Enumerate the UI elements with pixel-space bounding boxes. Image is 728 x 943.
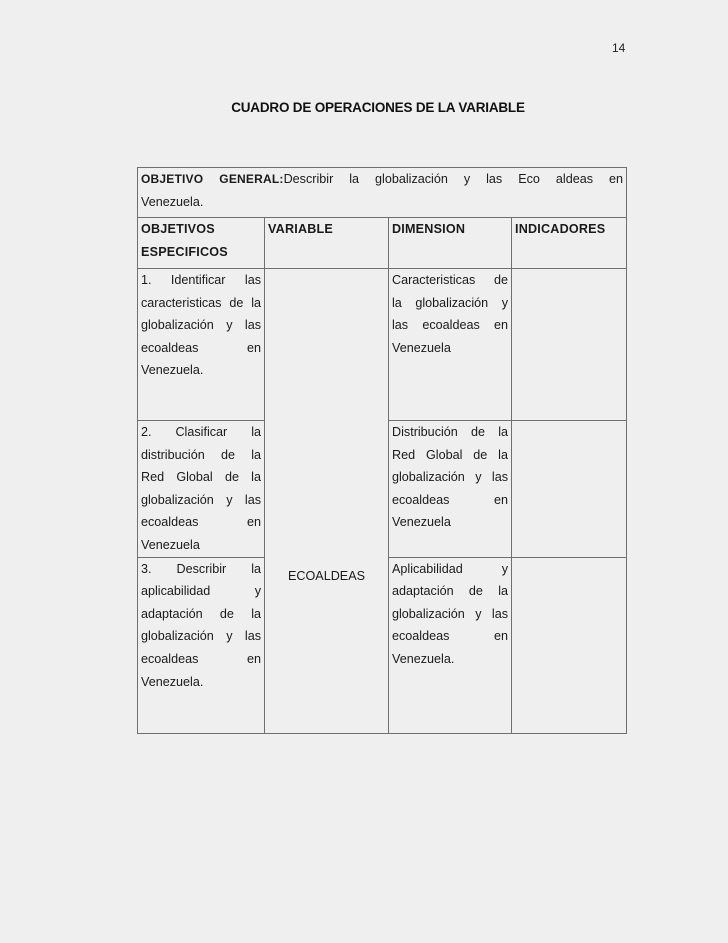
indicadores-cell (512, 421, 627, 558)
objetivo-line: ecoaldeas en (141, 340, 261, 355)
objetivo-line: 2. Clasificar la (141, 425, 261, 439)
general-objective-label: OBJETIVO GENERAL: (141, 172, 284, 186)
operations-table (137, 167, 627, 734)
general-objective-text: Describir la globalización y las Eco aldeas en (283, 172, 624, 186)
dimension-line: ecoaldeas en (392, 629, 508, 644)
objetivo-line: Venezuela. (141, 674, 204, 689)
objetivo-line: Venezuela (141, 537, 200, 552)
objetivo-line: Red Global de la (141, 470, 261, 485)
objetivo-cell (138, 421, 265, 558)
header-indicadores: INDICADORES (512, 218, 627, 269)
objetivo-line: ecoaldeas en (141, 515, 261, 530)
dimension-cell (389, 557, 512, 733)
objetivo-line: 3. Describir la (141, 561, 261, 576)
objetivo-line: globalización y las (141, 492, 261, 507)
objetivo-cell (138, 269, 265, 421)
general-objective-text-cont: Venezuela. (141, 194, 204, 209)
variable-value: ECOALDEAS (288, 569, 365, 584)
table-row (138, 269, 627, 421)
dimension-line: Venezuela (392, 340, 451, 355)
objetivo-line: caracteristicas de la (141, 295, 261, 310)
indicadores-cell (512, 557, 627, 733)
general-objective-row (138, 168, 627, 218)
dimension-cell (389, 421, 512, 558)
objetivo-line: distribución de la (141, 447, 261, 462)
objetivo-line: aplicabilidad y (141, 584, 261, 599)
page-title: CUADRO DE OPERACIONES DE LA VARIABLE (231, 100, 525, 115)
indicadores-cell (512, 269, 627, 421)
dimension-line: globalización y las (392, 606, 508, 621)
dimension-line: Caracteristicas de (392, 273, 508, 287)
objetivo-line: globalización y las (141, 629, 261, 644)
dimension-line: Venezuela (392, 515, 451, 530)
dimension-line: ecoaldeas en (392, 492, 508, 507)
dimension-cell (389, 269, 512, 421)
objetivo-line: adaptación de la (141, 606, 261, 621)
header-dimension: DIMENSION (389, 218, 512, 269)
header-objetivos-line2: ESPECIFICOS (141, 244, 228, 259)
header-row (138, 218, 627, 269)
dimension-line: Aplicabilidad y (392, 561, 508, 576)
objetivo-line: globalización y las (141, 318, 261, 333)
dimension-line: Venezuela. (392, 651, 455, 666)
dimension-line: Distribución de la (392, 425, 508, 439)
header-objetivos-line1: OBJETIVOS (141, 222, 215, 236)
objetivo-line: ecoaldeas en (141, 651, 261, 666)
general-objective-cell (138, 168, 627, 218)
objetivo-line: Venezuela. (141, 363, 204, 378)
dimension-line: globalización y las (392, 470, 508, 485)
dimension-line: la globalización y (392, 295, 508, 310)
dimension-line: adaptación de la (392, 584, 508, 599)
variable-cell (265, 269, 389, 734)
header-objetivos-especificos (138, 218, 265, 269)
header-variable: VARIABLE (265, 218, 389, 269)
dimension-line: Red Global de la (392, 447, 508, 462)
dimension-line: las ecoaldeas en (392, 318, 508, 333)
page-number: 14 (612, 41, 626, 55)
objetivo-line: 1. Identificar las (141, 273, 261, 287)
objetivo-cell (138, 557, 265, 733)
